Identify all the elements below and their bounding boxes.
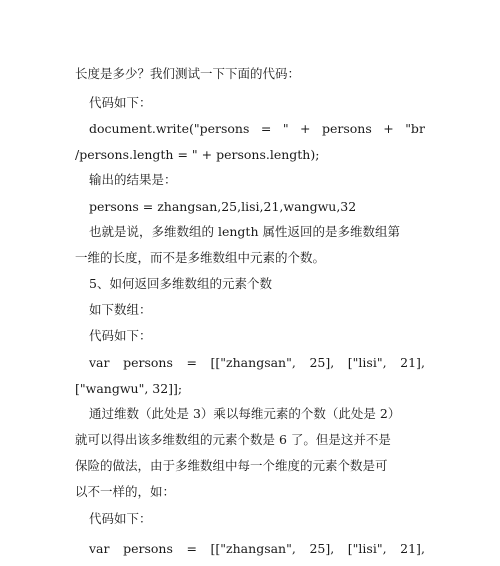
code-token: = xyxy=(186,355,197,370)
code-output: persons = zhangsan,25,lisi,21,wangwu,32 xyxy=(89,199,357,214)
code-token: [["zhangsan", xyxy=(210,541,296,556)
code-token: persons xyxy=(321,121,372,136)
code-token: + xyxy=(300,121,311,136)
code-token: + xyxy=(383,121,394,136)
text-line: 长度是多少？我们测试一下下面的代码： xyxy=(75,66,301,81)
text-line: 如下数组： xyxy=(89,302,152,317)
code-token: var xyxy=(89,355,110,370)
section-heading: 5、如何返回多维数组的元素个数 xyxy=(89,276,272,291)
code-token: "br xyxy=(405,121,425,136)
code-line xyxy=(89,541,425,557)
code-heading: 代码如下： xyxy=(89,511,152,526)
code-token: " xyxy=(282,121,289,136)
code-token: 25], xyxy=(309,355,335,370)
code-token: 25], xyxy=(309,541,335,556)
code-token: persons xyxy=(123,541,173,556)
code-token: persons xyxy=(123,355,173,370)
code-token: var xyxy=(89,541,110,556)
code-token: = xyxy=(260,121,272,136)
text-line: 输出的结果是： xyxy=(89,172,177,187)
code-token: ["lisi", xyxy=(347,541,387,556)
text-line: 一维的长度，而不是多维数组中元素的个数。 xyxy=(75,250,326,265)
code-heading: 代码如下： xyxy=(89,95,152,110)
code-token: [["zhangsan", xyxy=(210,355,296,370)
code-token: 21], xyxy=(400,541,425,556)
code-token: 21], xyxy=(400,355,425,370)
text-line: 也就是说，多维数组的 length 属性返回的是多维数组第 xyxy=(89,224,400,239)
code-line xyxy=(89,355,425,371)
code-token: document.write("persons xyxy=(89,121,250,136)
code-line: ["wangwu", 32]]; xyxy=(75,381,183,396)
code-heading: 代码如下： xyxy=(89,328,152,343)
text-line: 通过维数（此处是 3）乘以每维元素的个数（此处是 2） xyxy=(89,406,401,421)
code-token: = xyxy=(186,541,197,556)
code-token: ["lisi", xyxy=(347,355,387,370)
code-line xyxy=(89,121,425,137)
text-line: 就可以得出该多维数组的元素个数是 6 了。但是这并不是 xyxy=(75,432,391,447)
text-line: 以不一样的，如： xyxy=(75,484,176,499)
text-line: 保险的做法，由于多维数组中每一个维度的元素个数是可 xyxy=(75,458,388,473)
code-line: /persons.length = " + persons.length); xyxy=(75,147,320,162)
